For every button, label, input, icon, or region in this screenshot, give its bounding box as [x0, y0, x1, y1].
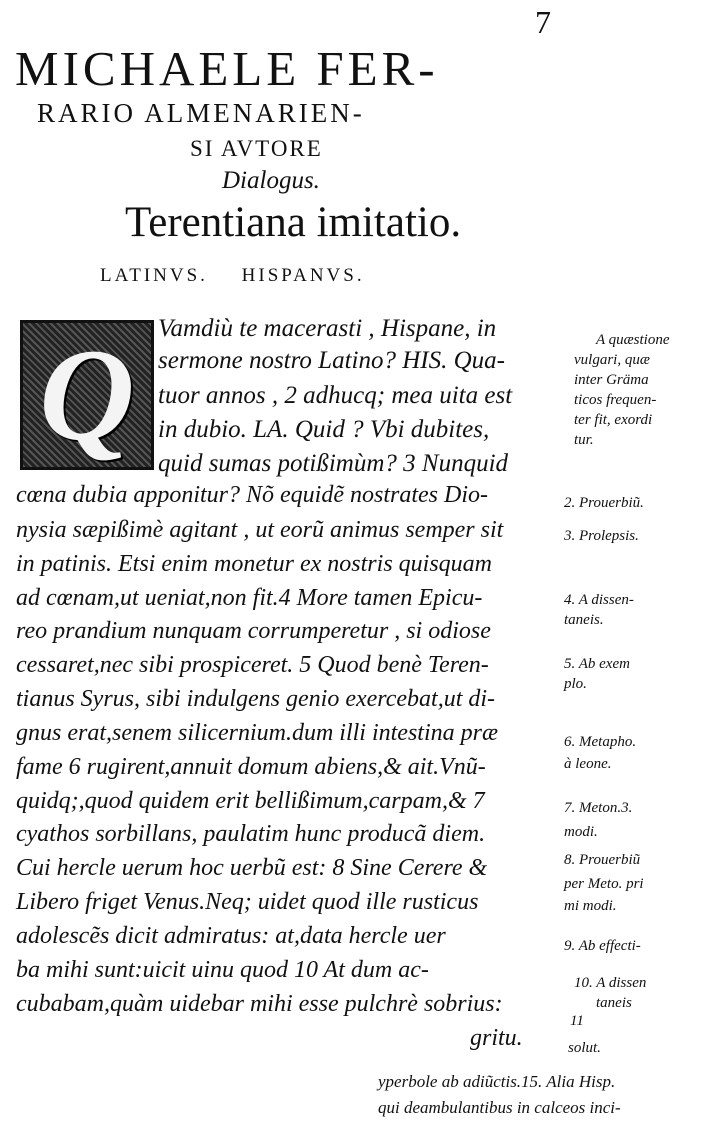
body-line: cubabam,quàm uidebar mihi esse pulchrè sobrius:	[16, 991, 503, 1017]
footnote-line: yperbole ab adiũctis.15. Alia Hisp.	[378, 1072, 616, 1091]
footnote-line: qui deambulantibus in calceos inci-	[378, 1098, 621, 1117]
body-line: fame 6 rugirent,annuit domum abiens,& ait.Vnũ-	[16, 754, 486, 780]
body-line: quid sumas potißimùm? 3 Nunquid	[158, 450, 509, 477]
author-heading-line-1: MICHAELE FER-	[15, 41, 439, 96]
margin-note: solut.	[568, 1040, 601, 1056]
body-line: Vamdiù te macerasti , Hispane, in	[158, 315, 497, 342]
margin-note: 4. A dissen-	[564, 592, 634, 608]
body-line: tuor annos , 2 adhucq; mea uita est	[158, 382, 513, 409]
body-line: nysia sæpißimè agitant , ut eorũ animus semper sit	[16, 517, 504, 543]
margin-note: per Meto. pri	[564, 876, 644, 892]
body-line: reo prandium nunquam corrumperetur , si odiose	[16, 618, 491, 644]
margin-note: 2. Prouerbiũ.	[564, 495, 644, 511]
margin-note: vulgari, quæ	[574, 352, 650, 368]
body-line: Libero friget Venus.Neq; uidet quod ille rusticus	[16, 889, 479, 915]
body-line: gritu.	[470, 1025, 523, 1051]
margin-note: modi.	[564, 824, 598, 840]
body-line: ad cœnam,ut ueniat,non fit.4 More tamen Epicu-	[16, 585, 483, 611]
margin-note: 6. Metapho.	[564, 734, 637, 750]
body-line: quidq;,quod quidem erit bellißimum,carpam,& 7	[16, 788, 485, 814]
margin-note: 3. Prolepsis.	[564, 528, 639, 544]
margin-note: 10. A dissen	[574, 975, 647, 991]
dialogue-title: Terentiana imitatio.	[125, 199, 462, 246]
margin-note: 9. Ab effecti-	[564, 938, 641, 954]
body-line: in dubio. LA. Quid ? Vbi dubites,	[158, 416, 490, 443]
margin-note: inter Gräma	[574, 372, 649, 388]
body-line: sermone nostro Latino? HIS. Qua-	[158, 347, 505, 374]
margin-note: A quæstione	[596, 332, 670, 348]
margin-note: plo.	[564, 676, 587, 692]
body-line: ba mihi sunt:uicit uinu quod 10 At dum ac-	[16, 957, 429, 983]
page-number: 7	[535, 4, 551, 40]
body-line: Cui hercle uerum hoc uerbũ est: 8 Sine Cerere &	[16, 855, 488, 881]
margin-note: 5. Ab exem	[564, 656, 630, 672]
margin-note: ticos frequen-	[574, 392, 657, 408]
body-line: cessaret,nec sibi prospiceret. 5 Quod benè Teren-	[16, 652, 489, 678]
author-heading-line-2: RARIO ALMENARIEN-	[37, 98, 365, 128]
speaker-names: LATINVS. HISPANVS.	[100, 265, 365, 286]
margin-note: ter fit, exordi	[574, 412, 653, 428]
margin-note: mi modi.	[564, 898, 617, 914]
dialogus-label: Dialogus.	[222, 167, 320, 194]
body-line: in patinis. Etsi enim monetur ex nostris quisquam	[16, 551, 492, 577]
body-line: cyathos sorbillans, paulatim hunc producã diem.	[16, 821, 486, 847]
margin-note: 11	[570, 1013, 584, 1029]
body-line: tianus Syrus, sibi indulgens genio exercebat,ut di-	[16, 686, 496, 712]
margin-note: 8. Prouerbiũ	[564, 852, 641, 868]
margin-note: taneis	[596, 995, 632, 1011]
margin-note: 7. Meton.3.	[564, 800, 633, 816]
body-line: cœna dubia apponitur? Nõ equidẽ nostrates Dio-	[16, 482, 488, 508]
body-line: gnus erat,senem silicernium.dum illi intestina præ	[16, 720, 498, 746]
margin-note: tur.	[574, 432, 594, 448]
body-line: adolescẽs dicit admiratus: at,data hercle uer	[16, 923, 446, 949]
author-heading-line-3: SI AVTORE	[190, 136, 323, 161]
ornamental-initial-icon	[20, 320, 154, 470]
drop-cap-letter: Q	[39, 321, 135, 468]
margin-note: à leone.	[564, 756, 612, 772]
margin-note: taneis.	[564, 612, 604, 628]
